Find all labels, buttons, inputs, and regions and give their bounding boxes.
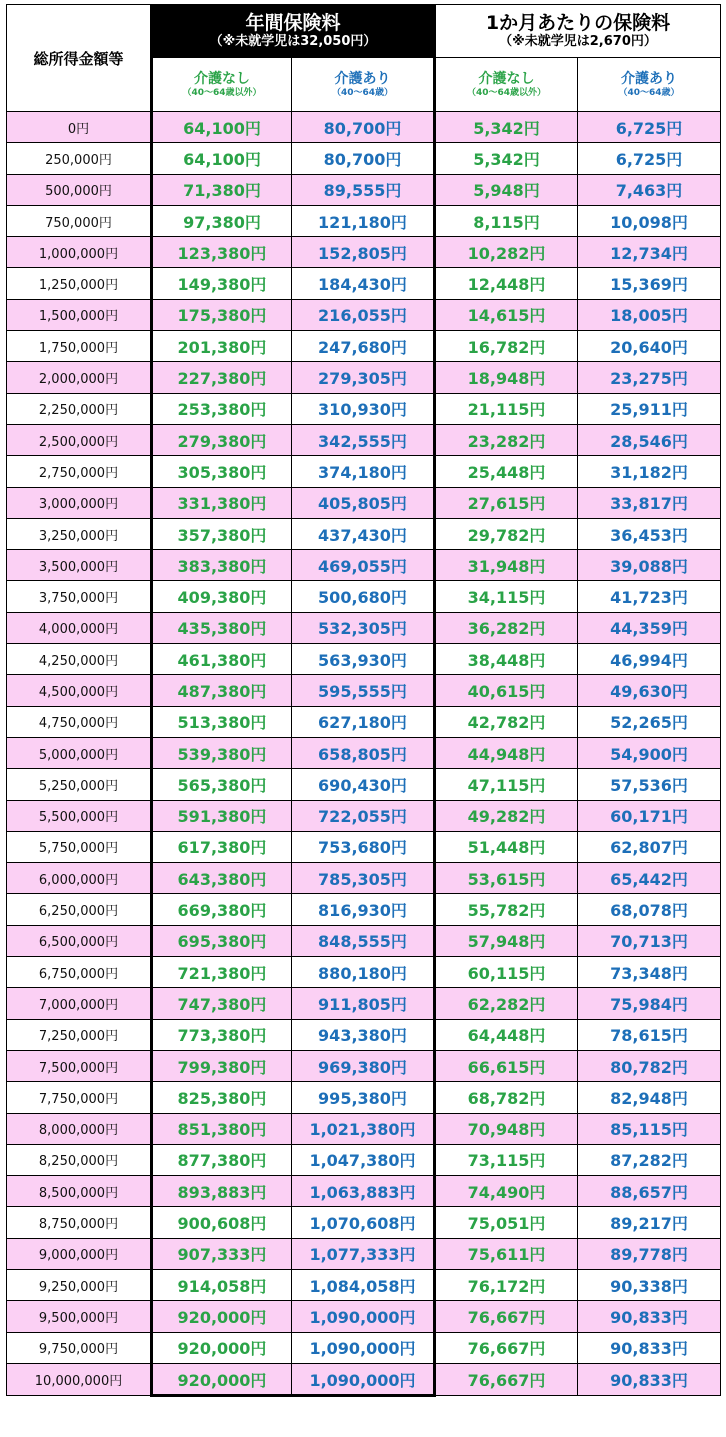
monthly-care-cell: 89,778円 (578, 1238, 721, 1269)
income-cell: 10,000,000円 (7, 1363, 152, 1395)
annual-care-cell: 184,430円 (292, 268, 435, 299)
annual-no-care-cell: 825,380円 (152, 1082, 292, 1113)
table-row (7, 988, 721, 1019)
table-row (7, 362, 721, 393)
monthly-no-care-cell: 5,342円 (435, 143, 578, 174)
table-row (7, 174, 721, 205)
annual-care-cell: 1,077,333円 (292, 1238, 435, 1269)
monthly-no-care-cell: 76,172円 (435, 1269, 578, 1300)
annual-care-cell: 342,555円 (292, 424, 435, 455)
monthly-care-cell: 23,275円 (578, 362, 721, 393)
income-cell: 2,250,000円 (7, 393, 152, 424)
annual-no-care-cell: 907,333円 (152, 1238, 292, 1269)
annual-no-care-cell: 331,380円 (152, 487, 292, 518)
monthly-no-care-cell: 57,948円 (435, 925, 578, 956)
annual-no-care-cell: 149,380円 (152, 268, 292, 299)
annual-care-cell: 943,380円 (292, 1019, 435, 1050)
table-row (7, 550, 721, 581)
table-row (7, 863, 721, 894)
annual-no-care-cell: 669,380円 (152, 894, 292, 925)
table-row (7, 518, 721, 549)
income-cell: 6,000,000円 (7, 863, 152, 894)
annual-no-care-cell: 201,380円 (152, 331, 292, 362)
monthly-care-cell: 15,369円 (578, 268, 721, 299)
income-cell: 4,750,000円 (7, 706, 152, 737)
income-cell: 9,000,000円 (7, 1238, 152, 1269)
annual-care-cell: 374,180円 (292, 456, 435, 487)
table-row (7, 393, 721, 424)
monthly-care-cell: 31,182円 (578, 456, 721, 487)
annual-care-cell: 880,180円 (292, 957, 435, 988)
annual-no-care-cell: 877,380円 (152, 1144, 292, 1175)
annual-care-cell: 722,055円 (292, 800, 435, 831)
annual-care-cell: 500,680円 (292, 581, 435, 612)
monthly-no-care-cell: 64,448円 (435, 1019, 578, 1050)
annual-care-cell: 310,930円 (292, 393, 435, 424)
table-row (7, 1113, 721, 1144)
monthly-care-cell: 80,782円 (578, 1050, 721, 1081)
monthly-care-cell: 89,217円 (578, 1207, 721, 1238)
annual-no-care-cell: 900,608円 (152, 1207, 292, 1238)
table-row (7, 1332, 721, 1363)
monthly-care-cell: 73,348円 (578, 957, 721, 988)
annual-no-care-cell: 227,380円 (152, 362, 292, 393)
annual-no-care-cell: 175,380円 (152, 299, 292, 330)
annual-care-cell: 995,380円 (292, 1082, 435, 1113)
monthly-no-care-note: （40〜64歳以外） (466, 87, 547, 98)
annual-no-care-cell: 97,380円 (152, 205, 292, 236)
annual-no-care-cell: 64,100円 (152, 112, 292, 143)
annual-no-care-cell: 539,380円 (152, 737, 292, 768)
monthly-no-care-cell: 34,115円 (435, 581, 578, 612)
monthly-note: （※未就学児は2,670円） (499, 34, 657, 49)
table-row (7, 237, 721, 268)
monthly-care-cell: 52,265円 (578, 706, 721, 737)
annual-no-care-cell: 851,380円 (152, 1113, 292, 1144)
annual-care-cell: 469,055円 (292, 550, 435, 581)
monthly-no-care-cell: 44,948円 (435, 737, 578, 768)
annual-no-care-cell: 461,380円 (152, 644, 292, 675)
monthly-no-care-cell: 51,448円 (435, 831, 578, 862)
income-cell: 4,250,000円 (7, 644, 152, 675)
annual-no-care-cell: 920,000円 (152, 1301, 292, 1332)
monthly-no-care-cell: 36,282円 (435, 612, 578, 643)
table-row (7, 581, 721, 612)
table-row (7, 769, 721, 800)
annual-care-cell: 785,305円 (292, 863, 435, 894)
monthly-no-care-cell: 5,342円 (435, 112, 578, 143)
insurance-premium-table (6, 4, 721, 1397)
annual-care-header (292, 58, 435, 112)
income-cell: 1,000,000円 (7, 237, 152, 268)
table-body (7, 112, 721, 1396)
table-row (7, 112, 721, 143)
monthly-no-care-cell: 75,611円 (435, 1238, 578, 1269)
annual-no-care-cell: 920,000円 (152, 1332, 292, 1363)
monthly-no-care-cell: 75,051円 (435, 1207, 578, 1238)
annual-care-cell: 911,805円 (292, 988, 435, 1019)
income-cell: 9,750,000円 (7, 1332, 152, 1363)
monthly-care-cell: 10,098円 (578, 205, 721, 236)
monthly-care-cell: 75,984円 (578, 988, 721, 1019)
annual-care-cell: 247,680円 (292, 331, 435, 362)
monthly-no-care-cell: 8,115円 (435, 205, 578, 236)
monthly-care-cell: 39,088円 (578, 550, 721, 581)
table-row (7, 456, 721, 487)
table-row (7, 957, 721, 988)
monthly-no-care-cell: 12,448円 (435, 268, 578, 299)
annual-no-care-cell: 383,380円 (152, 550, 292, 581)
monthly-care-cell: 85,115円 (578, 1113, 721, 1144)
monthly-care-cell: 36,453円 (578, 518, 721, 549)
income-cell: 2,750,000円 (7, 456, 152, 487)
monthly-care-cell: 87,282円 (578, 1144, 721, 1175)
income-cell: 9,500,000円 (7, 1301, 152, 1332)
annual-care-cell: 563,930円 (292, 644, 435, 675)
annual-care-cell: 690,430円 (292, 769, 435, 800)
monthly-no-care-cell: 76,667円 (435, 1332, 578, 1363)
monthly-care-cell: 44,359円 (578, 612, 721, 643)
monthly-no-care-header (435, 58, 578, 112)
table-row (7, 1050, 721, 1081)
table-row (7, 143, 721, 174)
monthly-no-care-cell: 66,615円 (435, 1050, 578, 1081)
monthly-care-cell: 12,734円 (578, 237, 721, 268)
annual-premium-header (152, 5, 435, 58)
monthly-no-care-cell: 29,782円 (435, 518, 578, 549)
income-cell: 0円 (7, 112, 152, 143)
income-cell: 3,000,000円 (7, 487, 152, 518)
table-row (7, 268, 721, 299)
annual-care-cell: 1,084,058円 (292, 1269, 435, 1300)
table-row (7, 1269, 721, 1300)
annual-care-cell: 658,805円 (292, 737, 435, 768)
monthly-no-care-cell: 55,782円 (435, 894, 578, 925)
monthly-title: 1か月あたりの保険料 (485, 12, 671, 34)
annual-no-care-cell: 123,380円 (152, 237, 292, 268)
annual-care-cell: 405,805円 (292, 487, 435, 518)
table-row (7, 706, 721, 737)
monthly-no-care-cell: 31,948円 (435, 550, 578, 581)
table-row (7, 831, 721, 862)
annual-no-care-cell: 565,380円 (152, 769, 292, 800)
monthly-no-care-cell: 76,667円 (435, 1301, 578, 1332)
income-cell: 3,250,000円 (7, 518, 152, 549)
annual-no-care-note: （40〜64歳以外） (182, 87, 262, 98)
monthly-care-cell: 70,713円 (578, 925, 721, 956)
monthly-no-care-cell: 10,282円 (435, 237, 578, 268)
monthly-care-label: 介護あり (621, 70, 677, 87)
monthly-no-care-cell: 70,948円 (435, 1113, 578, 1144)
annual-no-care-cell: 721,380円 (152, 957, 292, 988)
income-cell: 7,500,000円 (7, 1050, 152, 1081)
income-cell: 7,250,000円 (7, 1019, 152, 1050)
monthly-no-care-cell: 76,667円 (435, 1363, 578, 1395)
monthly-care-cell: 90,833円 (578, 1332, 721, 1363)
annual-care-cell: 1,021,380円 (292, 1113, 435, 1144)
income-cell: 7,750,000円 (7, 1082, 152, 1113)
monthly-care-cell: 20,640円 (578, 331, 721, 362)
income-cell: 5,250,000円 (7, 769, 152, 800)
monthly-no-care-cell: 27,615円 (435, 487, 578, 518)
income-cell: 3,500,000円 (7, 550, 152, 581)
monthly-care-cell: 65,442円 (578, 863, 721, 894)
annual-title: 年間保険料 (245, 12, 341, 34)
monthly-no-care-cell: 14,615円 (435, 299, 578, 330)
income-cell: 2,000,000円 (7, 362, 152, 393)
income-cell: 4,000,000円 (7, 612, 152, 643)
income-cell: 8,750,000円 (7, 1207, 152, 1238)
table-row (7, 1082, 721, 1113)
table-row (7, 737, 721, 768)
annual-care-cell: 595,555円 (292, 675, 435, 706)
annual-no-care-cell: 747,380円 (152, 988, 292, 1019)
annual-no-care-header (152, 58, 292, 112)
annual-no-care-cell: 305,380円 (152, 456, 292, 487)
income-cell: 1,750,000円 (7, 331, 152, 362)
monthly-care-header (578, 58, 721, 112)
monthly-care-cell: 90,833円 (578, 1363, 721, 1395)
monthly-no-care-cell: 62,282円 (435, 988, 578, 1019)
income-cell: 500,000円 (7, 174, 152, 205)
annual-no-care-cell: 71,380円 (152, 174, 292, 205)
table-row (7, 644, 721, 675)
annual-care-cell: 80,700円 (292, 112, 435, 143)
income-header: 総所得金額等 (7, 5, 152, 112)
income-cell: 8,250,000円 (7, 1144, 152, 1175)
annual-no-care-cell: 643,380円 (152, 863, 292, 894)
annual-no-care-cell: 513,380円 (152, 706, 292, 737)
monthly-no-care-cell: 38,448円 (435, 644, 578, 675)
monthly-no-care-label: 介護なし (478, 70, 535, 87)
monthly-no-care-cell: 5,948円 (435, 174, 578, 205)
monthly-no-care-cell: 49,282円 (435, 800, 578, 831)
annual-no-care-cell: 773,380円 (152, 1019, 292, 1050)
monthly-care-cell: 62,807円 (578, 831, 721, 862)
annual-no-care-cell: 435,380円 (152, 612, 292, 643)
annual-no-care-cell: 591,380円 (152, 800, 292, 831)
annual-care-cell: 753,680円 (292, 831, 435, 862)
monthly-no-care-cell: 60,115円 (435, 957, 578, 988)
table-row (7, 205, 721, 236)
monthly-care-cell: 49,630円 (578, 675, 721, 706)
table-row (7, 800, 721, 831)
monthly-care-cell: 90,833円 (578, 1301, 721, 1332)
monthly-care-cell: 88,657円 (578, 1176, 721, 1207)
annual-care-label: 介護あり (334, 70, 391, 87)
annual-care-cell: 121,180円 (292, 205, 435, 236)
table-row (7, 1144, 721, 1175)
income-cell: 7,000,000円 (7, 988, 152, 1019)
income-cell: 6,250,000円 (7, 894, 152, 925)
annual-care-cell: 89,555円 (292, 174, 435, 205)
income-cell: 1,250,000円 (7, 268, 152, 299)
income-cell: 2,500,000円 (7, 424, 152, 455)
annual-care-cell: 627,180円 (292, 706, 435, 737)
monthly-care-cell: 6,725円 (578, 112, 721, 143)
annual-no-care-cell: 409,380円 (152, 581, 292, 612)
annual-care-cell: 1,090,000円 (292, 1332, 435, 1363)
annual-no-care-cell: 357,380円 (152, 518, 292, 549)
monthly-care-cell: 54,900円 (578, 737, 721, 768)
monthly-care-cell: 28,546円 (578, 424, 721, 455)
table-row (7, 331, 721, 362)
table-row (7, 1301, 721, 1332)
monthly-no-care-cell: 21,115円 (435, 393, 578, 424)
table-row (7, 894, 721, 925)
table-row (7, 1363, 721, 1395)
monthly-care-note: （40〜64歳） (618, 87, 680, 98)
annual-care-cell: 969,380円 (292, 1050, 435, 1081)
monthly-no-care-cell: 68,782円 (435, 1082, 578, 1113)
income-cell: 4,500,000円 (7, 675, 152, 706)
monthly-no-care-cell: 42,782円 (435, 706, 578, 737)
annual-care-cell: 1,070,608円 (292, 1207, 435, 1238)
monthly-care-cell: 60,171円 (578, 800, 721, 831)
annual-no-care-cell: 617,380円 (152, 831, 292, 862)
monthly-no-care-cell: 47,115円 (435, 769, 578, 800)
table-row (7, 612, 721, 643)
income-cell: 8,000,000円 (7, 1113, 152, 1144)
monthly-no-care-cell: 73,115円 (435, 1144, 578, 1175)
income-cell: 750,000円 (7, 205, 152, 236)
monthly-no-care-cell: 23,282円 (435, 424, 578, 455)
annual-no-care-cell: 914,058円 (152, 1269, 292, 1300)
income-cell: 8,500,000円 (7, 1176, 152, 1207)
monthly-care-cell: 18,005円 (578, 299, 721, 330)
annual-care-cell: 152,805円 (292, 237, 435, 268)
annual-no-care-cell: 799,380円 (152, 1050, 292, 1081)
monthly-care-cell: 90,338円 (578, 1269, 721, 1300)
income-cell: 9,250,000円 (7, 1269, 152, 1300)
annual-note: （※未就学児は32,050円） (209, 34, 377, 49)
monthly-care-cell: 68,078円 (578, 894, 721, 925)
annual-no-care-cell: 893,883円 (152, 1176, 292, 1207)
annual-no-care-cell: 253,380円 (152, 393, 292, 424)
monthly-no-care-cell: 18,948円 (435, 362, 578, 393)
income-cell: 5,750,000円 (7, 831, 152, 862)
annual-care-cell: 1,090,000円 (292, 1301, 435, 1332)
monthly-care-cell: 78,615円 (578, 1019, 721, 1050)
annual-care-cell: 532,305円 (292, 612, 435, 643)
annual-care-cell: 1,047,380円 (292, 1144, 435, 1175)
monthly-care-cell: 25,911円 (578, 393, 721, 424)
monthly-care-cell: 41,723円 (578, 581, 721, 612)
annual-care-cell: 437,430円 (292, 518, 435, 549)
income-cell: 3,750,000円 (7, 581, 152, 612)
monthly-no-care-cell: 40,615円 (435, 675, 578, 706)
income-cell: 5,500,000円 (7, 800, 152, 831)
monthly-no-care-cell: 25,448円 (435, 456, 578, 487)
table-row (7, 1176, 721, 1207)
annual-care-cell: 216,055円 (292, 299, 435, 330)
monthly-care-cell: 46,994円 (578, 644, 721, 675)
monthly-premium-header (435, 5, 721, 58)
annual-no-care-cell: 920,000円 (152, 1363, 292, 1395)
income-cell: 5,000,000円 (7, 737, 152, 768)
income-cell: 250,000円 (7, 143, 152, 174)
annual-care-note: （40〜64歳） (331, 87, 394, 98)
monthly-care-cell: 57,536円 (578, 769, 721, 800)
table-row (7, 299, 721, 330)
table-row (7, 1207, 721, 1238)
monthly-care-cell: 6,725円 (578, 143, 721, 174)
annual-no-care-cell: 279,380円 (152, 424, 292, 455)
income-cell: 6,500,000円 (7, 925, 152, 956)
table-row (7, 1238, 721, 1269)
monthly-care-cell: 82,948円 (578, 1082, 721, 1113)
monthly-no-care-cell: 16,782円 (435, 331, 578, 362)
annual-care-cell: 80,700円 (292, 143, 435, 174)
annual-no-care-cell: 695,380円 (152, 925, 292, 956)
annual-care-cell: 848,555円 (292, 925, 435, 956)
monthly-no-care-cell: 53,615円 (435, 863, 578, 894)
annual-care-cell: 1,063,883円 (292, 1176, 435, 1207)
income-cell: 1,500,000円 (7, 299, 152, 330)
annual-no-care-cell: 487,380円 (152, 675, 292, 706)
table-row (7, 487, 721, 518)
table-row (7, 925, 721, 956)
table-row (7, 424, 721, 455)
annual-care-cell: 279,305円 (292, 362, 435, 393)
table-row (7, 1019, 721, 1050)
monthly-no-care-cell: 74,490円 (435, 1176, 578, 1207)
annual-no-care-label: 介護なし (194, 70, 250, 87)
monthly-care-cell: 7,463円 (578, 174, 721, 205)
table-row (7, 675, 721, 706)
monthly-care-cell: 33,817円 (578, 487, 721, 518)
annual-care-cell: 1,090,000円 (292, 1363, 435, 1395)
annual-no-care-cell: 64,100円 (152, 143, 292, 174)
income-cell: 6,750,000円 (7, 957, 152, 988)
annual-care-cell: 816,930円 (292, 894, 435, 925)
